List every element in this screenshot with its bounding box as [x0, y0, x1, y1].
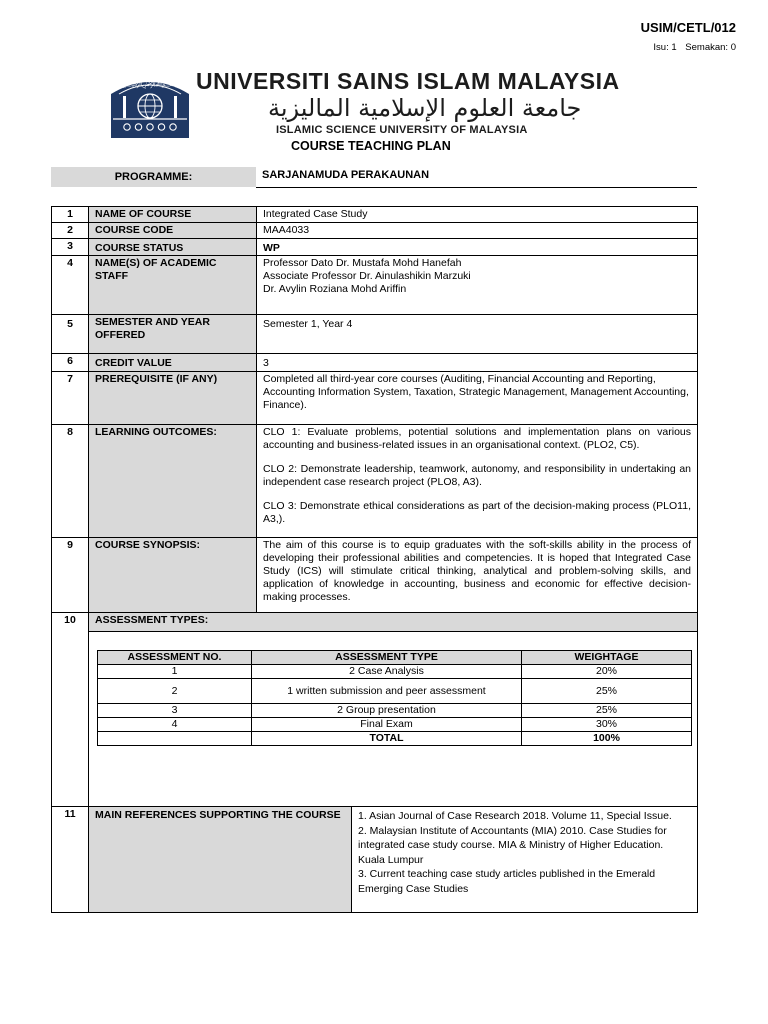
assessment-type: 1 written submission and peer assessment [252, 679, 522, 704]
row-label: SEMESTER AND YEAR OFFERED [89, 315, 257, 354]
university-name: UNIVERSITI SAINS ISLAM MALAYSIA [196, 68, 620, 94]
row-label: MAIN REFERENCES SUPPORTING THE COURSE [89, 807, 352, 913]
assessment-total-row [98, 732, 692, 746]
course-code: MAA4033 [257, 223, 698, 239]
revision-number: Semakan: 0 [685, 42, 736, 53]
course-synopsis: The aim of this course is to equip graduates with the soft-skills ability in the process of developing their professional abilities and competencies. It is hoped that Integrated Case Study (ICS) will stimulate critical thinking, analytical and problem-solving skills, and application of knowledge in accounting, business and economic for effective decision-making processes. [257, 538, 698, 613]
row-number: 4 [52, 256, 89, 315]
semester-year: Semester 1, Year 4 [257, 315, 698, 354]
column-header: ASSESSMENT TYPE [252, 651, 522, 665]
table-row [52, 315, 698, 354]
prerequisite-text: Completed all third-year core courses (Auditing, Financial Accounting and Reporting, Accounting Information System, Taxation, Strategic Management, Management Accounting, Finance). [257, 372, 698, 425]
row-number: 7 [52, 372, 89, 425]
assessment-row [98, 665, 692, 679]
table-row [52, 372, 698, 425]
assessment-area [89, 632, 698, 807]
assessment-no: 1 [98, 665, 252, 679]
university-name-arabic: جامعة العلوم الإسلامية الماليزية [268, 94, 582, 122]
table-row [52, 239, 698, 256]
learning-outcome-item: CLO 1: Evaluate problems, potential solutions and implementation plans on various accounting and business-related issues in an organisational context. (PLO2, C5). [263, 426, 692, 451]
table-row [52, 807, 698, 913]
column-header: WEIGHTAGE [522, 651, 692, 665]
column-header: ASSESSMENT NO. [98, 651, 252, 665]
table-row [52, 354, 698, 372]
table-row [52, 632, 698, 807]
assessment-total-label: TOTAL [252, 732, 522, 746]
table-row [52, 538, 698, 613]
row-number: 3 [52, 239, 89, 256]
document-reference: USIM/CETL/012 [640, 20, 736, 35]
programme-value: SARJANAMUDA PERAKAUNAN [262, 169, 430, 181]
table-row [52, 207, 698, 223]
staff-name: Dr. Avylin Roziana Mohd Ariffin [263, 283, 407, 295]
row-label: COURSE SYNOPSIS: [89, 538, 257, 613]
row-number: 5 [52, 315, 89, 354]
row-number: 6 [52, 354, 89, 372]
row-number: 1 [52, 207, 89, 223]
row-label: NAME OF COURSE [89, 207, 257, 223]
row-label: PREREQUISITE (IF ANY) [89, 372, 257, 425]
assessment-table [97, 650, 692, 746]
row-number: 10 [52, 613, 89, 807]
row-label: LEARNING OUTCOMES: [89, 425, 257, 538]
row-number: 2 [52, 223, 89, 239]
assessment-no: 4 [98, 718, 252, 732]
reference-item: 2. Malaysian Institute of Accountants (MIA) 2010. Case Studies for integrated case study course. MIA & Ministry of Higher Education. Kuala Lumpur [358, 824, 667, 866]
assessment-total-value: 100% [522, 732, 692, 746]
assessment-header-row [98, 651, 692, 665]
assessment-no: 3 [98, 704, 252, 718]
course-status: WP [257, 239, 698, 256]
staff-name: Professor Dato Dr. Mustafa Mohd Hanefah [263, 257, 462, 269]
svg-text:﷽: ﷽ [123, 80, 177, 88]
assessment-weight: 25% [522, 679, 692, 704]
row-label: NAME(S) OF ACADEMIC STAFF [89, 256, 257, 315]
learning-outcomes [257, 425, 698, 538]
issue-number: Isu: 1 [653, 42, 677, 53]
credit-value: 3 [257, 354, 698, 372]
assessment-row [98, 718, 692, 732]
learning-outcome-item: CLO 2: Demonstrate leadership, teamwork, autonomy, and responsibility in undertaking an independent case research project (PLO8, A3). [263, 463, 692, 488]
table-row [52, 223, 698, 239]
programme-label: PROGRAMME: [51, 167, 256, 187]
reference-item: 3. Current teaching case study articles published in the Emerald Emerging Case Studies [358, 868, 656, 895]
assessment-type: 2 Group presentation [252, 704, 522, 718]
assessment-total-empty [98, 732, 252, 746]
row-label: COURSE STATUS [89, 239, 257, 256]
assessment-type: Final Exam [252, 718, 522, 732]
assessment-row [98, 679, 692, 704]
course-name: Integrated Case Study [257, 207, 698, 223]
table-row [52, 613, 698, 632]
academic-staff-list [257, 256, 698, 315]
row-number: 9 [52, 538, 89, 613]
assessment-type: 2 Case Analysis [252, 665, 522, 679]
row-number: 8 [52, 425, 89, 538]
course-details-table [51, 206, 698, 913]
reference-item: 1. Asian Journal of Case Research 2018. Volume 11, Special Issue. [358, 810, 672, 822]
staff-name: Associate Professor Dr. Ainulashikin Marzuki [263, 270, 471, 282]
issue-revision [647, 42, 736, 53]
page-title: COURSE TEACHING PLAN [291, 139, 451, 153]
university-emblem-icon [105, 72, 195, 138]
assessment-row [98, 704, 692, 718]
assessment-no: 2 [98, 679, 252, 704]
learning-outcome-item: CLO 3: Demonstrate ethical considerations as part of the decision-making process (PLO11, A3,). [263, 500, 692, 525]
assessment-weight: 20% [522, 665, 692, 679]
row-number: 11 [52, 807, 89, 913]
main-references [352, 807, 698, 913]
row-label: CREDIT VALUE [89, 354, 257, 372]
assessment-weight: 30% [522, 718, 692, 732]
university-name-english: ISLAMIC SCIENCE UNIVERSITY OF MALAYSIA [276, 124, 528, 136]
table-row [52, 425, 698, 538]
table-row [52, 256, 698, 315]
row-label: ASSESSMENT TYPES: [89, 613, 698, 632]
assessment-weight: 25% [522, 704, 692, 718]
row-label: COURSE CODE [89, 223, 257, 239]
programme-underline [256, 187, 697, 188]
